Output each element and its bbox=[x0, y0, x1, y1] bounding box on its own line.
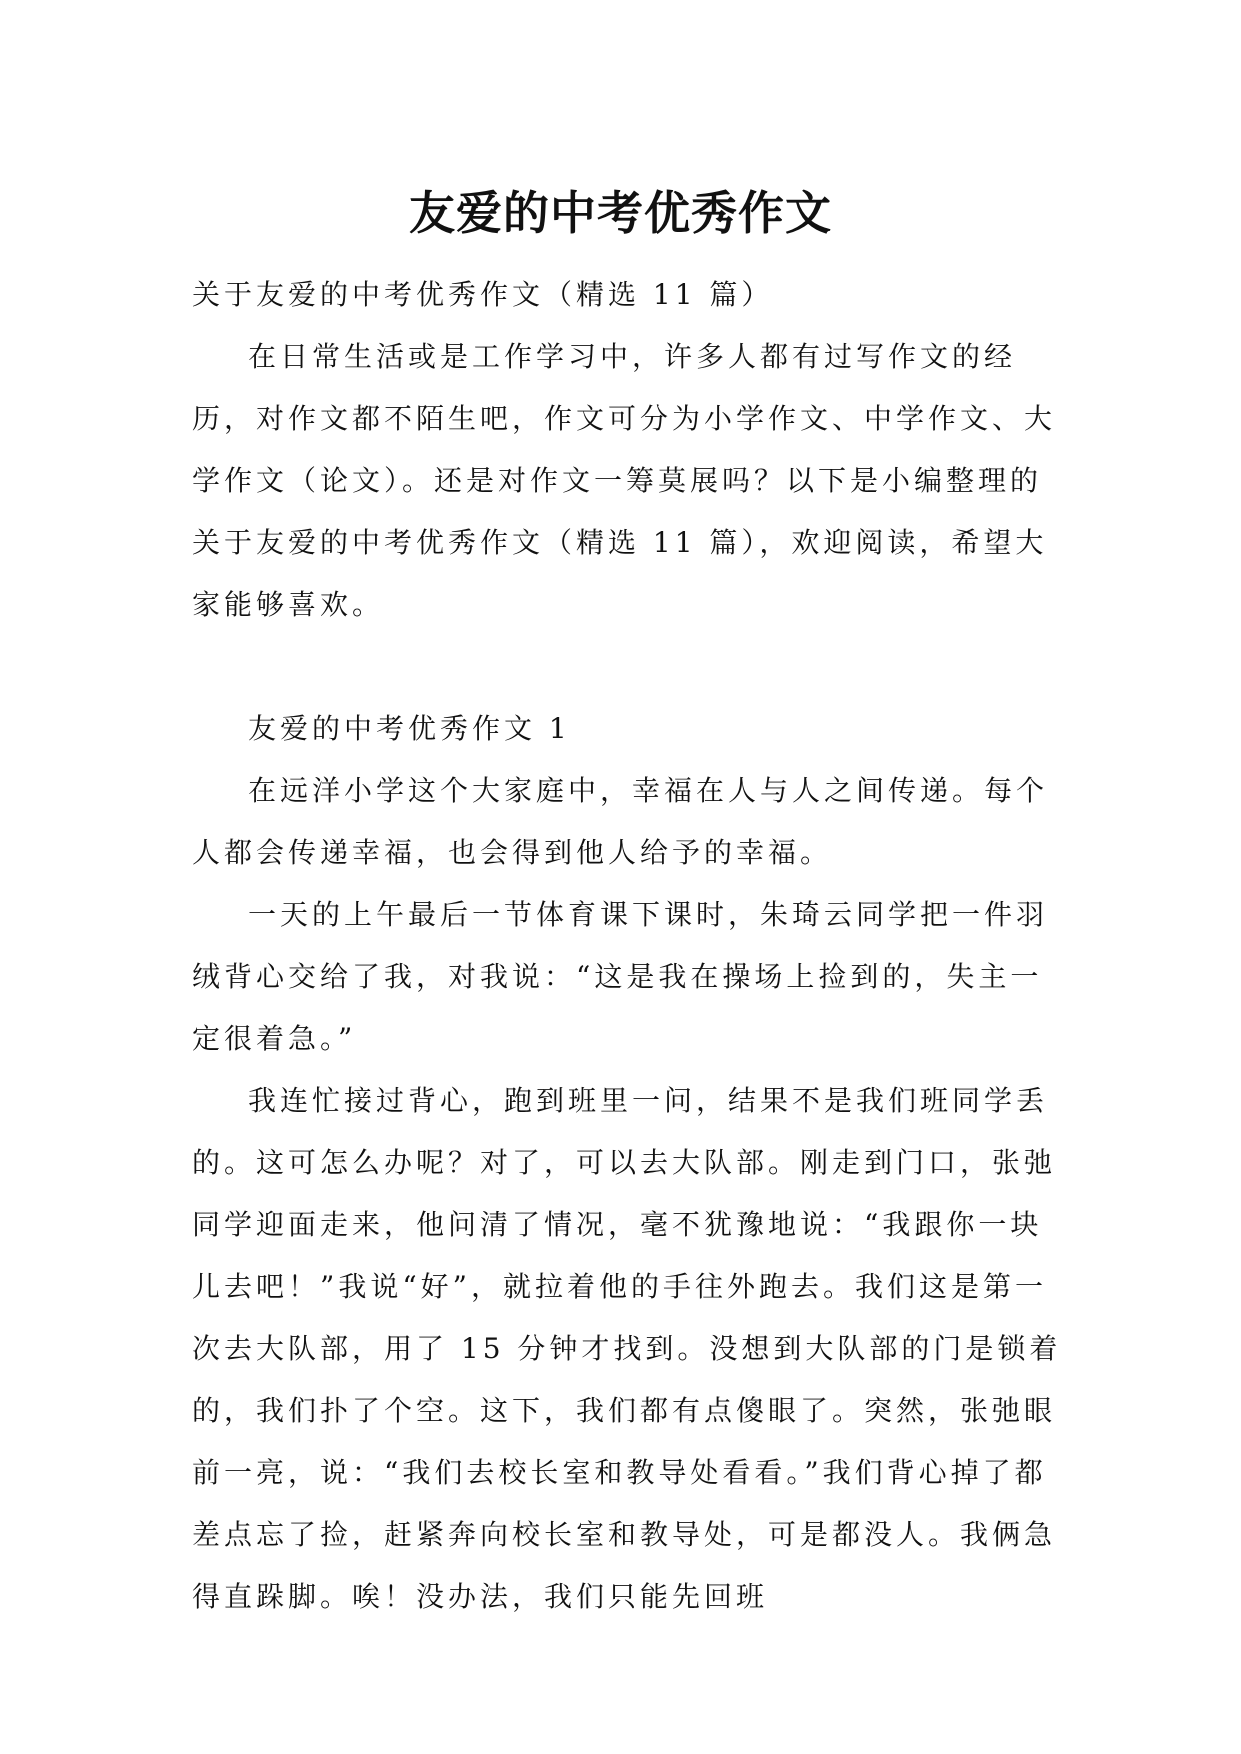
section-heading: 友爱的中考优秀作文 1 bbox=[248, 712, 571, 745]
section-gap bbox=[192, 636, 1062, 698]
intro-paragraph: 在日常生活或是工作学习中，许多人都有过写作文的经历，对作文都不陌生吧，作文可分为小学作文、中学作文、大学作文（论文）。还是对作文一筹莫展吗？以下是小编整理的关于友爱的中考优秀作文（精选 11 篇），欢迎阅读，希望大家能够喜欢。 bbox=[192, 340, 1057, 621]
intro-heading: 关于友爱的中考优秀作文（精选 11 篇） bbox=[192, 278, 774, 311]
body-paragraph-3: 我连忙接过背心，跑到班里一问，结果不是我们班同学丢的。这可怎么办呢？对了，可以去大队部。刚走到门口，张弛同学迎面走来，他问清了情况，毫不犹豫地说：“我跟你一块儿去吧！”我说“好”，就拉着他的手往外跑去。我们这是第一次去大队部，用了 15 分钟才找到。没想到大队部的门是锁着的，我们扑了个空。这下，我们都有点傻眼了。突然，张弛眼前一亮，说：“我们去校长室和教导处看看。”我们背心掉了都差点忘了捡，赶紧奔向校长室和教导处，可是都没人。我俩急得直跺脚。唉！没办法，我们只能先回班 bbox=[192, 1084, 1062, 1613]
document-title: 友爱的中考优秀作文 bbox=[409, 185, 832, 240]
body-paragraph-1: 在远洋小学这个大家庭中，幸福在人与人之间传递。每个人都会传递幸福，也会得到他人给予的幸福。 bbox=[192, 774, 1049, 869]
body-paragraph-2: 一天的上午最后一节体育课下课时，朱琦云同学把一件羽绒背心交给了我，对我说：“这是我在操场上捡到的，失主一定很着急。” bbox=[192, 898, 1049, 1055]
document-body bbox=[192, 264, 1062, 1628]
